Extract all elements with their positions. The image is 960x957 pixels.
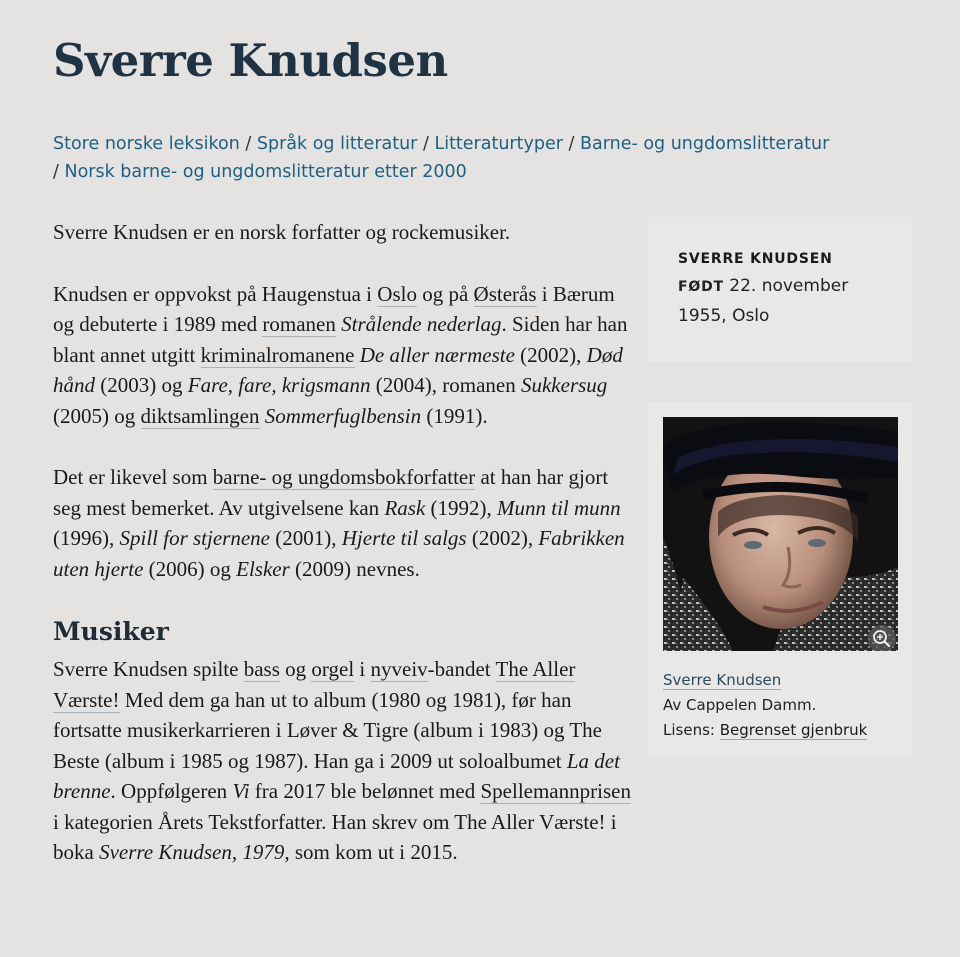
breadcrumb-separator: /	[568, 134, 575, 154]
breadcrumb-separator: /	[245, 134, 252, 154]
link-osteras[interactable]: Østerås	[473, 281, 537, 306]
link-kriminalromanene[interactable]: kriminalromanene	[200, 342, 355, 367]
link-orgel[interactable]: orgel	[311, 657, 355, 681]
caption-credit: Av Cappelen Damm.	[663, 696, 817, 714]
section-heading-musiker: Musiker	[53, 617, 169, 646]
breadcrumb-item-litteraturtyper[interactable]: Litteraturtyper	[434, 134, 563, 154]
article-paragraph-music: Sverre Knudsen spilte bass og orgel i nyveiv-bandet The Aller Værste! Med dem ga han ut to album (1980 og 1981), før han fortsatte musikerkarrieren i Løver & Tigre (album i 1983) og The Beste (album i 1985 og 1987). Han ga i 2009 ut soloalbumet La det brenne. Oppfølgeren Vi fra 2017 ble belønnet med Spellemannprisen i kategorien Årets Tekstforfatter. Han skrev om The Aller Værste! i boka Sverre Knudsen, 1979, som kom ut i 2015.	[53, 657, 631, 864]
breadcrumb-item-store-norske-leksikon[interactable]: Store norske leksikon	[53, 134, 240, 154]
breadcrumb-separator: /	[53, 162, 59, 182]
license-link[interactable]: Begrenset gjenbruk	[719, 721, 868, 739]
link-diktsamlingen[interactable]: diktsamlingen	[140, 403, 260, 428]
media-box	[648, 402, 912, 756]
fact-box-name: SVERRE KNUDSEN	[678, 251, 833, 267]
article-body	[53, 217, 633, 868]
zoom-in-icon[interactable]	[868, 625, 896, 651]
link-the-aller-vaerste[interactable]: The Aller Værste!	[53, 657, 576, 712]
caption-title-link[interactable]: Sverre Knudsen	[663, 671, 782, 689]
breadcrumb-separator: /	[422, 134, 429, 154]
link-oslo[interactable]: Oslo	[377, 281, 417, 306]
breadcrumb-item-norsk-barne-og-ungdomslitteratur[interactable]: Norsk barne- og ungdomslitteratur etter 2000	[64, 162, 467, 182]
link-nyveiv[interactable]: nyveiv	[370, 657, 428, 681]
caption-license	[663, 718, 903, 743]
article-paragraph-bio: Knudsen er oppvokst på Haugenstua i Oslo og på Østerås i Bærum og debuterte i 1989 med romanen Strålende nederlag. Siden har han blant annet utgitt kriminalromanene De aller nærmeste (2002), Død hånd (2003) og Fare, fare, krigsmann (2004), romanen Sukkersug (2005) og diktsamlingen Sommerfuglbensin (1991).	[53, 281, 628, 428]
link-spellemannprisen[interactable]: Spellemannprisen	[480, 779, 631, 803]
fact-box	[648, 217, 912, 362]
page-title: Sverre Knudsen	[53, 34, 448, 87]
fact-box-born-value: 22. november 1955, Oslo	[678, 276, 849, 326]
magnifier-glyph	[868, 625, 896, 651]
portrait-illustration	[663, 417, 898, 651]
breadcrumb	[53, 130, 923, 186]
portrait-image[interactable]	[663, 417, 898, 651]
breadcrumb-item-barne-og-ungdomslitteratur[interactable]: Barne- og ungdomslitteratur	[579, 134, 830, 154]
link-romanen[interactable]: romanen	[262, 312, 336, 336]
license-label: Lisens:	[663, 721, 715, 739]
article-intro: Sverre Knudsen er en norsk forfatter og rockemusiker.	[53, 220, 511, 244]
breadcrumb-item-sprak-og-litteratur[interactable]: Språk og litteratur	[256, 134, 418, 154]
link-bass[interactable]: bass	[243, 657, 280, 681]
link-barne-og-ungdomsbokforfatter[interactable]: barne- og ungdomsbokforfatter	[212, 465, 476, 489]
article-paragraph-books: Det er likevel som barne- og ungdomsbokforfatter at han har gjort seg mest bemerket. Av utgivelsene kan Rask (1992), Munn til munn (1996), Spill for stjernene (2001), Hjerte til salgs (2002), Fabrikken uten hjerte (2006) og Elsker (2009) nevnes.	[53, 465, 625, 581]
image-caption	[663, 668, 903, 743]
fact-box-born-label: FØDT	[678, 279, 724, 295]
fact-box-born	[678, 272, 888, 331]
